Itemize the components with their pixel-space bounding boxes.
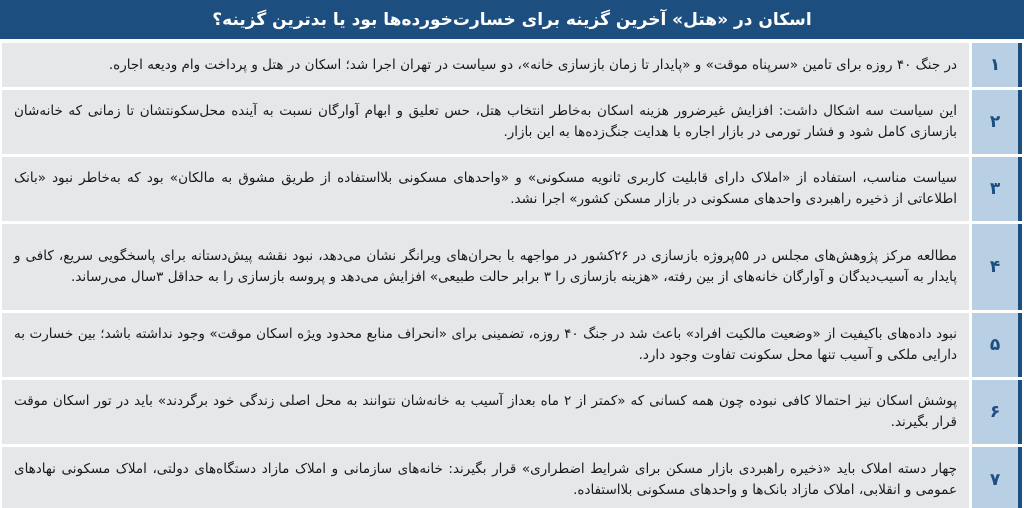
row-text-content: مطالعه مرکز پژوهش‌های مجلس در ۵۵پروژه بازسازی در ۲۶کشور در مواجهه با بحران‌های ویرانگر نشان می‌دهد، نبود نقشه پیش‌دستانه برای پاسخگویی سریع، کافی و پایدار به آسیب‌دیدگان و آوارگان خانه‌های از بین رفته، «هزینه بازسازی را ۳ برابر حالت طبیعی» افزایش می‌دهد و پروسه بازسازی را به حداقل ۳سال می‌رساند. <box>14 248 957 285</box>
row-text-content: این سیاست سه اشکال داشت: افزایش غیرضرور هزینه اسکان به‌خاطر انتخاب هتل، حس تعلیق و ابهام آوارگان نسبت به آینده محل‌سکونتشان تا زمانی که خانه‌شان بازسازی کامل شود و فشار تورمی در بازار اجاره با هدایت جنگ‌زده‌ها به این بازار. <box>14 103 957 140</box>
table-row <box>2 43 1022 87</box>
row-text <box>2 447 969 508</box>
table-row <box>2 157 1022 221</box>
row-text <box>2 43 969 87</box>
row-number: ۲ <box>972 90 1022 154</box>
row-number: ۵ <box>972 313 1022 377</box>
row-text-content: در جنگ ۴۰ روزه برای تامین «سرپناه موقت» و «پایدار تا زمان بازسازی خانه»، دو سیاست در تهران اجرا شد؛ اسکان در هتل و پرداخت وام ودیعه اجاره. <box>108 56 957 73</box>
row-text <box>2 157 969 221</box>
row-text-content: چهار دسته املاک باید «ذخیره راهبردی بازار مسکن برای شرایط اضطراری» قرار بگیرند: خانه‌های سازمانی و املاک مازاد دستگاه‌های دولتی، املاک مسکونی نهادهای عمومی و انقلابی، املاک مازاد بانک‌ها و واحدهای مسکونی بلااستفاده. <box>14 461 957 498</box>
table-title: اسکان در «هتل» آخرین گزینه برای خسارت‌خورده‌ها بود یا بدترین گزینه؟ <box>0 0 1024 39</box>
table-body <box>2 43 1022 508</box>
table-row <box>2 447 1022 508</box>
row-number: ۳ <box>972 157 1022 221</box>
table-row <box>2 313 1022 377</box>
row-text-content: پوشش اسکان نیز احتمالا کافی نبوده چون همه کسانی که «کمتر از ۲ ماه بعداز آسیب به خانه‌شان نتوانند به محل اصلی زندگی خود برگردند» باید در تور اسکان موقت قرار بگیرند. <box>14 393 957 430</box>
row-text <box>2 380 969 444</box>
row-number: ۴ <box>972 224 1022 310</box>
table-row <box>2 224 1022 310</box>
table-row <box>2 380 1022 444</box>
row-text <box>2 224 969 310</box>
row-number: ۷ <box>972 447 1022 508</box>
row-text-content: نبود داده‌های باکیفیت از «وضعیت مالکیت افراد» باعث شد در جنگ ۴۰ روزه، تضمینی برای «انحراف منابع محدود ویژه اسکان موقت» وجود نداشته باشد؛ بین خسارت به دارایی ملکی و آسیب تنها محل سکونت تفاوت وجود دارد. <box>14 326 957 363</box>
row-text <box>2 90 969 154</box>
row-text <box>2 313 969 377</box>
row-number: ۶ <box>972 380 1022 444</box>
row-number: ۱ <box>972 43 1022 87</box>
row-text-content: سیاست مناسب، استفاده از «املاک دارای قابلیت کاربری ثانویه مسکونی» و «واحدهای مسکونی بلااستفاده از طریق مشوق به مالکان» بود که به‌خاطر نبود «بانک اطلاعاتی از ذخیره راهبردی واحدهای مسکونی در بازار مسکن کشور» اجرا نشد. <box>14 170 957 207</box>
table-row <box>2 90 1022 154</box>
